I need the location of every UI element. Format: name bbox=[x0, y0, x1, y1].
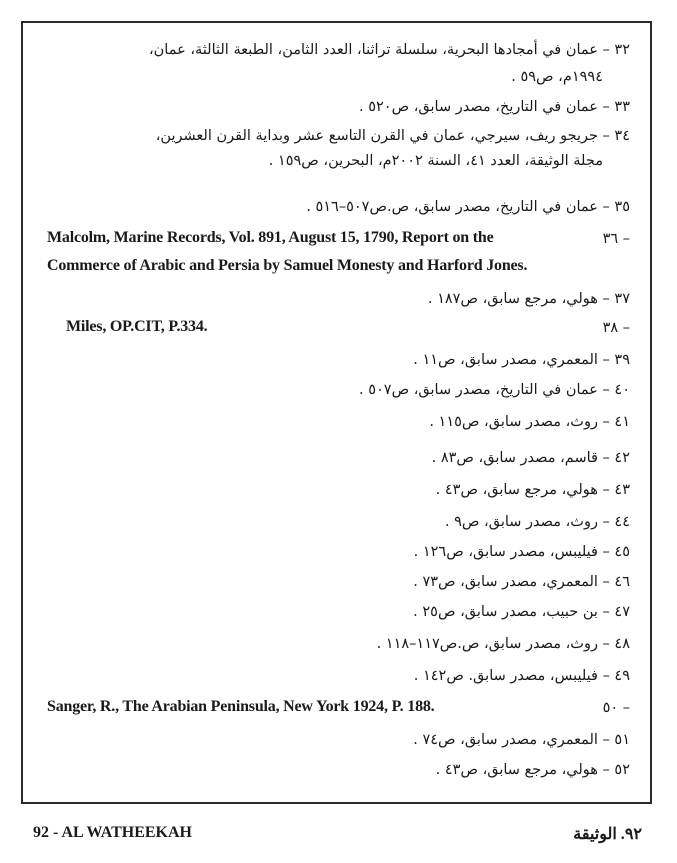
note-32-line-2: ١٩٩٤م، ص٥٩ . bbox=[511, 69, 603, 85]
note-39: ٣٩ – المعمري، مصدر سابق، ص١١ . bbox=[413, 352, 630, 368]
note-42: ٤٢ – قاسم، مصدر سابق، ص٨٣ . bbox=[431, 450, 630, 466]
note-43: ٤٣ – هولي، مرجع سابق، ص٤٣ . bbox=[435, 482, 630, 498]
note-35: ٣٥ – عمان في التاريخ، مصدر سابق، ص.ص٥٠٧–٥١٦ . bbox=[306, 199, 630, 215]
note-50-number: ٥٠ – bbox=[602, 700, 630, 716]
note-40: ٤٠ – عمان في التاريخ، مصدر سابق، ص٥٠٧ . bbox=[359, 382, 630, 398]
note-48: ٤٨ – روث، مصدر سابق، ص.ص١١٧–١١٨ . bbox=[376, 636, 630, 652]
note-47: ٤٧ – بن حبيب، مصدر سابق، ص٢٥ . bbox=[413, 604, 630, 620]
footer-left: 92 - AL WATHEEKAH bbox=[33, 824, 192, 841]
note-44: ٤٤ – روث، مصدر سابق، ص٩ . bbox=[444, 514, 630, 530]
note-33: ٣٣ – عمان في التاريخ، مصدر سابق، ص٥٢٠ . bbox=[359, 99, 630, 115]
note-34-line-2: مجلة الوثيقة، العدد ٤١، السنة ٢٠٠٢م، البحرين، ص١٥٩ . bbox=[268, 153, 603, 169]
note-52: ٥٢ – هولي، مرجع سابق، ص٤٣ . bbox=[435, 762, 630, 778]
note-49: ٤٩ – فيليبس، مصدر سابق. ص١٤٢ . bbox=[413, 668, 630, 684]
note-38-line-1: Miles, OP.CIT, P.334. bbox=[66, 318, 208, 335]
note-36-line-1: Malcolm, Marine Records, Vol. 891, August 15, 1790, Report on the bbox=[47, 229, 494, 246]
note-41: ٤١ – روث، مصدر سابق، ص١١٥ . bbox=[429, 414, 630, 430]
note-45: ٤٥ – فيليبس، مصدر سابق، ص١٢٦ . bbox=[413, 544, 630, 560]
note-50-line-1: Sanger, R., The Arabian Peninsula, New York 1924, P. 188. bbox=[47, 698, 435, 715]
note-37: ٣٧ – هولي، مرجع سابق، ص١٨٧ . bbox=[427, 291, 630, 307]
note-38-number: ٣٨ – bbox=[602, 320, 630, 336]
note-36-number: ٣٦ – bbox=[602, 231, 630, 247]
note-36-line-2: Commerce of Arabic and Persia by Samuel Monesty and Harford Jones. bbox=[47, 257, 528, 274]
note-46: ٤٦ – المعمري، مصدر سابق، ص٧٣ . bbox=[413, 574, 630, 590]
note-34-line-1: ٣٤ – جريجو ريف، سيرجي، عمان في القرن التاسع عشر وبداية القرن العشرين، bbox=[155, 128, 630, 144]
footer-right: ٩٢. الوثيقة bbox=[573, 826, 642, 843]
note-32-line-1: ٣٢ – عمان في أمجادها البحرية، سلسلة تراثنا، العدد الثامن، الطبعة الثالثة، عمان، bbox=[148, 42, 630, 58]
note-51: ٥١ – المعمري، مصدر سابق، ص٧٤ . bbox=[413, 732, 630, 748]
